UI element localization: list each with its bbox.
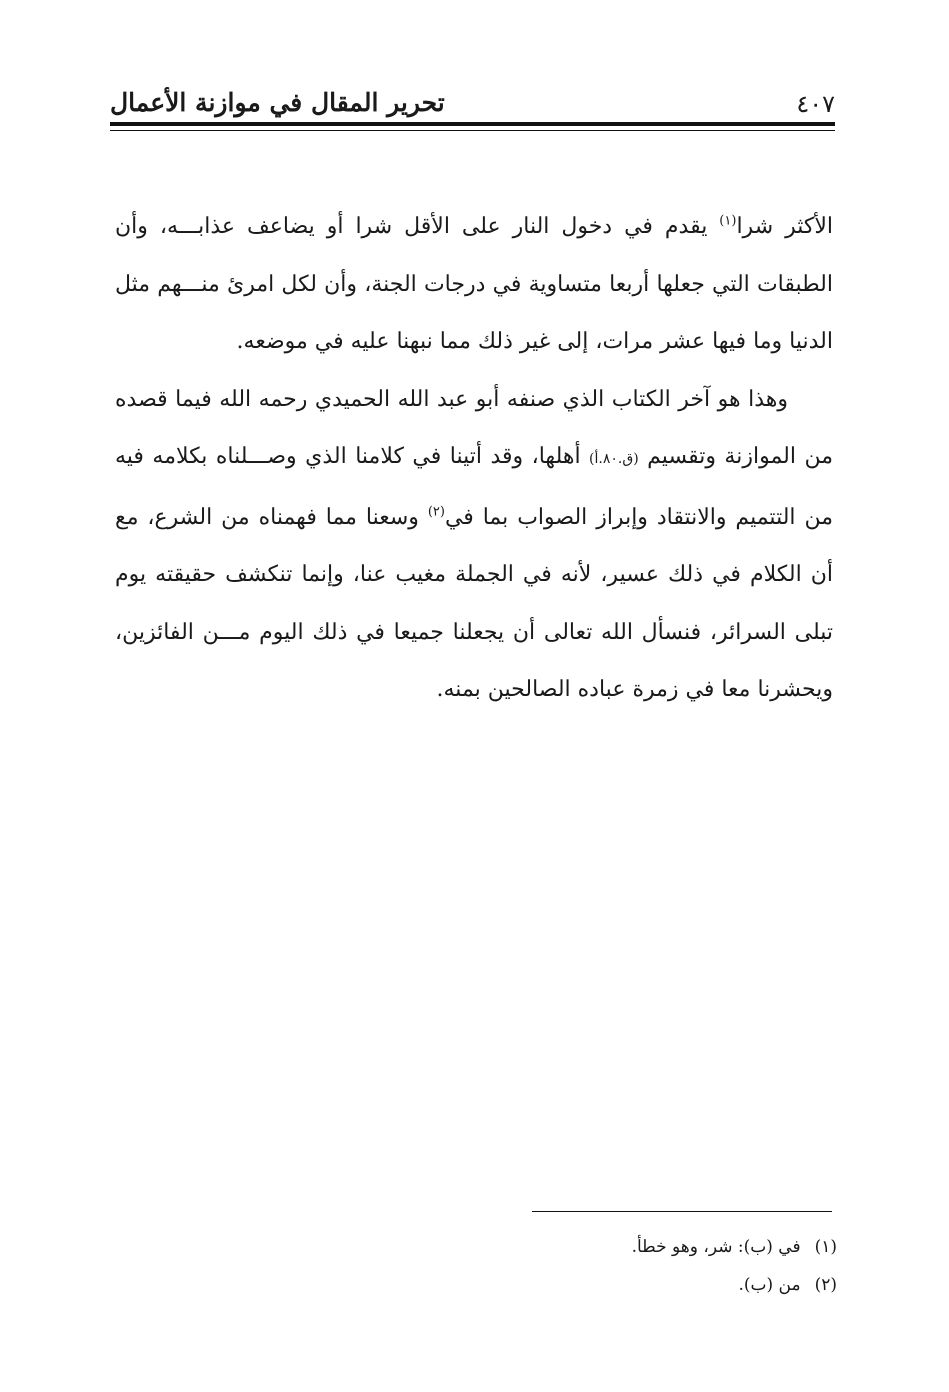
footnote-text: من (ب). [738, 1275, 801, 1295]
footnote-number: (٢) [814, 1275, 837, 1295]
paragraph-1 [115, 198, 833, 371]
page-header [110, 86, 835, 126]
header-rule [110, 122, 835, 126]
p2-text-c: وسعنا مما فهمناه من الشرع، مع أن الكلام في ذلك عسير، لأنه في الجملة مغيب عنا، وإنما تنكشف حقيقته يوم تبلى السرائر، فنسأل الله تعالى أن يجعلنا جميعا في ذلك اليوم مـــن الفائزين، ويحشرنا معا في زمرة عباده الصالحين بمنه. [115, 504, 833, 702]
footnote-separator [532, 1211, 832, 1212]
p1-text-a: الأكثر شرا [736, 214, 833, 239]
p2-text-b: أهلها، وقد أتينا في كلامنا الذي وصـــلناه بكلامه فيه من التتميم والانتقاد وإبراز الصواب بما في [115, 444, 833, 530]
header-rule-thin [110, 130, 835, 131]
paragraph-2 [115, 371, 833, 719]
main-text [115, 198, 833, 719]
footnote-2 [437, 1266, 837, 1304]
footnote-number: (١) [814, 1237, 837, 1257]
footnote-ref-1: (١) [719, 213, 737, 229]
p2-text-a: وهذا هو آخر الكتاب الذي صنفه أبو عبد الله الحميدي رحمه الله فيما قصده من الموازنة وتقسيم [115, 386, 833, 469]
running-title: تحرير المقال في موازنة الأعمال [110, 88, 445, 117]
page-number: ٤٠٧ [796, 90, 835, 118]
manuscript-folio-ref: (ق.٨٠.أ) [589, 451, 639, 467]
footnote-ref-2: (٢) [427, 504, 445, 520]
footnotes [437, 1228, 837, 1304]
p1-text-b: يقدم في دخول النار على الأقل شرا أو يضاعف عذابـــه، وأن الطبقات التي جعلها أربعا متساوية في درجات الجنة، وأن لكل امرئ منـــهم مثل الدنيا وما فيها عشر مرات، إلى غير ذلك مما نبهنا عليه في موضعه. [115, 214, 833, 354]
footnote-text: في (ب): شر، وهو خطأ. [631, 1237, 801, 1257]
footnote-1 [437, 1228, 837, 1266]
